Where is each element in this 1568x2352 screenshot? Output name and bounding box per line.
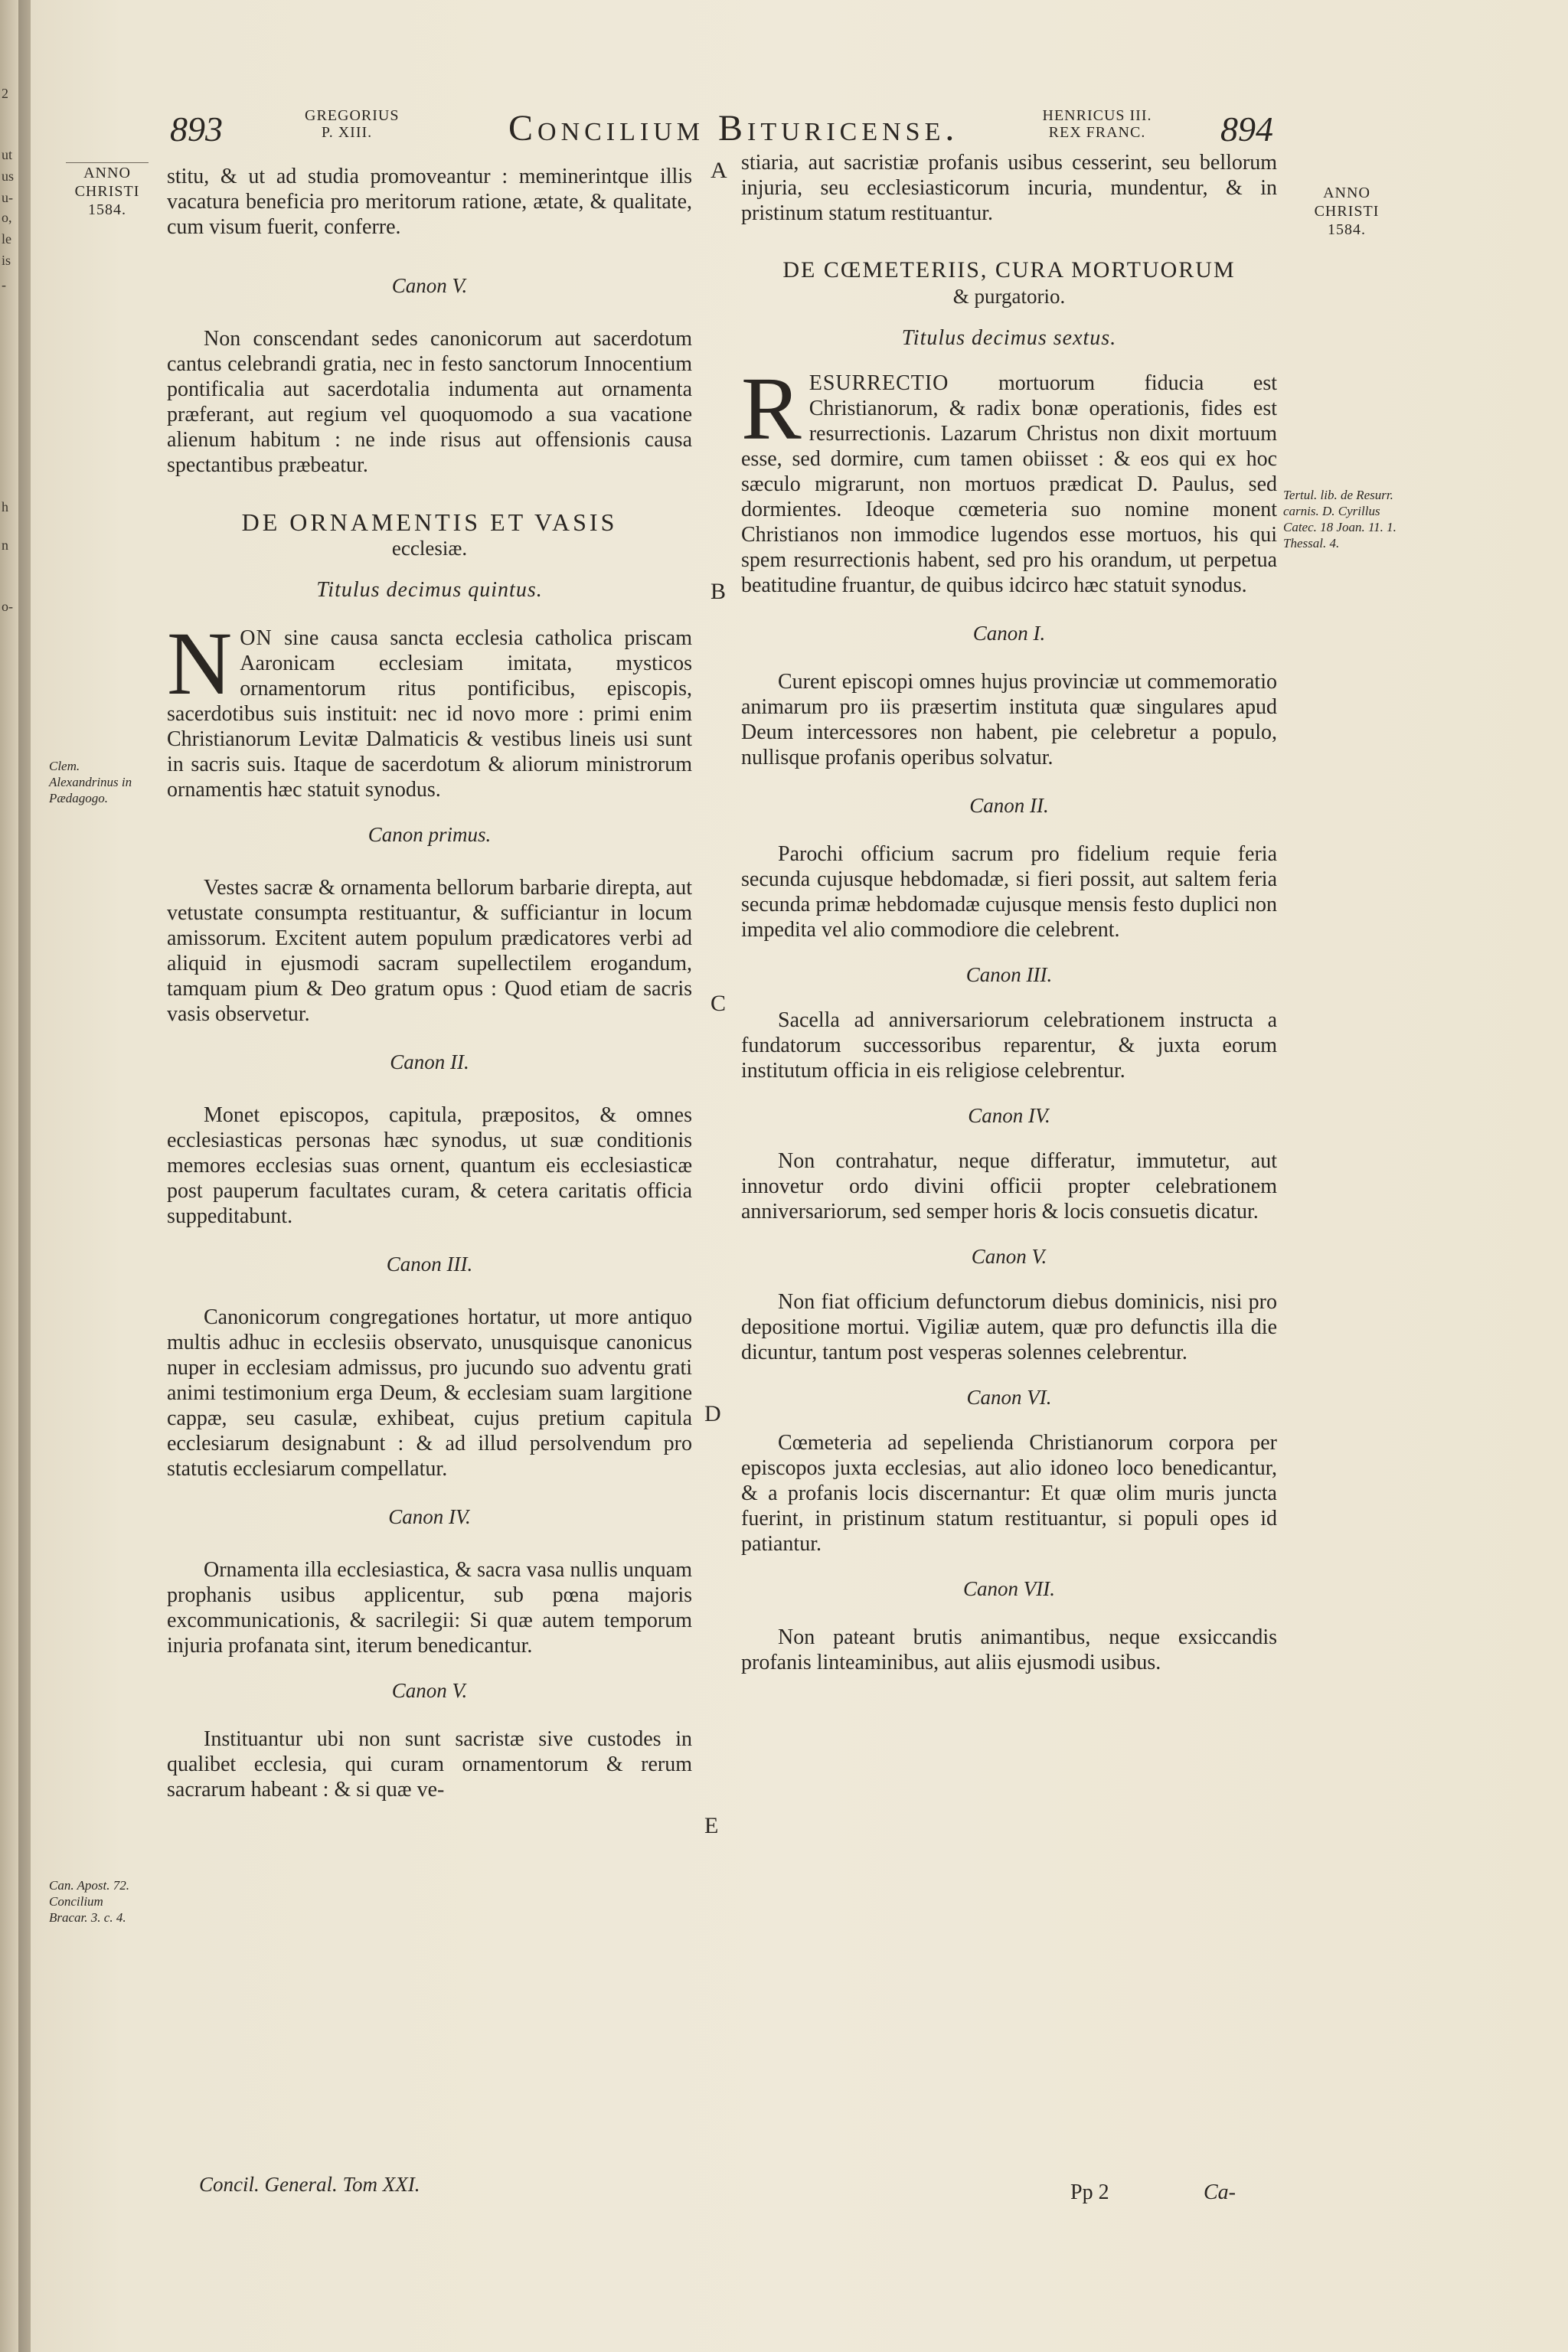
titulus: Titulus decimus quintus. — [316, 578, 543, 602]
paragraph: Curent episcopi omnes hujus provinciæ ut commemoratio animarum pro iis præsertim instituta quæ singulares apud Deum intercessores non habent, pie celebretur a populo, nullisque profanis operibus solvatur. — [741, 670, 1277, 769]
running-title: Concilium Bituricense. — [508, 108, 959, 149]
left-column — [167, 164, 692, 1802]
paragraph: Non fiat officium defunctorum diebus dominicis, nisi pro depositione mortui. Vigiliæ autem, quæ pro defunctis illa die dicuntur, tantum post vesperas solennes celebrentur. — [741, 1290, 1277, 1364]
canon-heading: Canon VII. — [963, 1577, 1055, 1600]
adjacent-page-fragment: o, — [2, 210, 12, 225]
adjacent-page-fragment: us — [2, 168, 15, 184]
initial-word: ON — [240, 626, 273, 650]
drop-cap: R — [741, 358, 802, 459]
canon-heading: Canon IV. — [388, 1505, 471, 1528]
paragraph: Instituantur ubi non sunt sacristæ sive custodes in qualibet ecclesia, qui curam ornamentorum & rerum sacrarum habeant : & si quæ ve- — [167, 1727, 692, 1802]
paragraph: Sacella ad anniversariorum celebrationem instructa a fundatorum successoribus reparentur, & juxta eorum institutum officia in eis religiose celebrentur. — [741, 1008, 1277, 1083]
paragraph: Parochi officium sacrum pro fidelium requie feria secunda cujusque hebdomadæ, si fieri possit, aut saltem feria secunda primæ hebdomadæ cujusque mensis festo duplici non impedita vel alio commodiore die celebrent. — [741, 842, 1277, 942]
paragraph-text: sine causa sancta ecclesia catholica priscam Aaronicam ecclesiam imitata, mysticos ornamentorum ritus pontificibus, episcopis, sacerdotibus suis instituit: nec id novo more : primi enim Christianorum Levitæ Dalmaticis & vestibus lineis usi sunt in sacris suis. Itaque de sacerdotum & aliorum ministrorum ornamentis hæc statuit synodus. — [167, 626, 692, 802]
anno-christi-right: ANNO CHRISTI 1584. — [1314, 185, 1380, 238]
header-king-title: REX FRANC. — [1048, 124, 1146, 141]
anno-rule-left — [66, 162, 149, 163]
adjacent-page-fragment: ut — [2, 147, 13, 162]
right-column — [741, 150, 1277, 1675]
header-king-name: HENRICUS III. — [1042, 107, 1152, 124]
adjacent-page-fragment: - — [2, 277, 6, 292]
canon-heading: Canon II. — [390, 1050, 469, 1073]
titulus: Titulus decimus sextus. — [901, 326, 1117, 350]
anno-christi-left: ANNO CHRISTI 1584. — [74, 165, 140, 218]
margin-note-clement: Clem. Alexandrinus in Pædagogo. — [49, 759, 132, 805]
adjacent-page-fragment: le — [2, 231, 11, 247]
header-pope-number: P. XIII. — [321, 124, 373, 141]
adjacent-page-fragment: 2 — [2, 86, 8, 101]
section-letter-b: B — [710, 579, 727, 604]
section-letter-e: E — [704, 1813, 719, 1838]
section-subheading: & purgatorio. — [952, 285, 1066, 308]
paragraph-with-initial — [167, 613, 692, 802]
section-heading: DE CŒMETERIIS, CURA MORTUORUM — [782, 257, 1236, 283]
section-heading: DE ORNAMENTIS ET VASIS — [241, 508, 618, 536]
adjacent-page-fragment: u- — [2, 190, 13, 205]
adjacent-page-fragment: h — [2, 499, 8, 514]
adjacent-page-fragment: is — [2, 253, 11, 268]
canon-heading: Canon V. — [391, 274, 468, 297]
section-letter-c: C — [710, 991, 727, 1016]
canon-heading: Canon VI. — [966, 1386, 1052, 1409]
header-pope-name: GREGORIUS — [305, 107, 400, 124]
paragraph: Cœmeteria ad sepelienda Christianorum corpora per episcopos juxta ecclesias, aut alio idoneo loco benedicantur, & a profanis locis discernantur: Et quæ olim muris juncta fuerint, in pristinum statum restituantur, si populi opes id patiantur. — [741, 1431, 1277, 1556]
paragraph: Non pateant brutis animantibus, neque exsiccandis profanis linteaminibus, aut aliis ejusmodi usibus. — [741, 1625, 1277, 1674]
header-pope — [305, 107, 400, 141]
paragraph-text: mortuorum fiducia est Christianorum, & radix bonæ operationis, fides est resurrectionis. Lazarum Christus non dixit mortuum esse, sed dormire, cum tamen obiisset : & eos qui ex hoc sæculo migrarunt, non mortuos prædicat D. Paulus, sed dormientes. Ideoque cœmeteria suo nomine monent Christianos non immodice lugendos esse mortuos, his qui spem resurrectionis habent, sed pro his orandum, ut perpetua beatitudine fruantur, de quibus idcirco hæc statuit synodus. — [741, 371, 1277, 597]
adjacent-page-fragment: n — [2, 537, 8, 553]
section-subheading: ecclesiæ. — [391, 537, 468, 560]
paragraph: Non conscendant sedes canonicorum aut sacerdotum cantus celebrandi gratia, nec in festo sanctorum Innocentium pontificalia aut sacerdotalia indumenta aut ornamenta præferant, aut regium vel quoquomodo a sua vacatione alienum habitum : ne inde risus aut offensionis causa spectantibus præbeatur. — [167, 327, 692, 477]
footer-catchword: Ca- — [1204, 2180, 1236, 2204]
canon-heading: Canon IV. — [968, 1104, 1050, 1127]
paragraph: Canonicorum congregationes hortatur, ut more antiquo multis adhuc in ecclesiis observato, unusquisque canonicus nuper in ecclesiam admissus, pro jucundo suo adventu grati animi testimonium erga Deum, & ecclesiam suam largitione cappæ, seu casulæ, exhibeat, cujus pretium capitula ecclesiarum designabunt : & ad illud persolvendum pro statutis ecclesiarum compellatur. — [167, 1305, 692, 1481]
adjacent-page-fragment: o- — [2, 599, 13, 614]
margin-note-tertullian: Tertul. lib. de Resurr. carnis. D. Cyrillus Catec. 18 Joan. 11. 1. Thessal. 4. — [1283, 488, 1396, 550]
margin-note-canones: Can. Apost. 72. Concilium Bracar. 3. c. 4. — [49, 1878, 130, 1925]
paragraph: stiaria, aut sacristiæ profanis usibus cesserint, seu bellorum injuria, seu ecclesiasticorum incuria, mundentur, & in pristinum statum restituantur. — [741, 151, 1277, 225]
drop-cap: N — [167, 613, 233, 714]
canon-heading: Canon I. — [972, 622, 1046, 645]
page-number-left: 893 — [170, 109, 223, 149]
initial-word: ESURRECTIO — [808, 371, 949, 395]
canon-heading: Canon III. — [965, 963, 1053, 986]
paragraph: stitu, & ut ad studia promoveantur : meminerintque illis vacatura beneficia pro meritorum ratione, ætate, & qualitate, cum visum fuerit, conferre. — [167, 165, 692, 239]
footer-source: Concil. General. Tom XXI. — [199, 2173, 420, 2196]
canon-heading: Canon V. — [391, 1679, 468, 1702]
footer-signature: Pp 2 — [1070, 2180, 1109, 2204]
section-letter-d: D — [704, 1401, 721, 1426]
paragraph: Monet episcopos, capitula, præpositos, & omnes ecclesiasticas personas hæc synodus, ut suæ conditionis memores ecclesias suas ornent, quantum eis ecclesiasticæ post pauperum facultates curam, & cetera caritatis officia suppeditabunt. — [167, 1103, 692, 1228]
header-king — [1032, 107, 1162, 141]
paragraph: Non contrahatur, neque differatur, immutetur, aut innovetur ordo divini officii propter celebrationem anniversariorum, sed semper horis & locis consuetis dicatur. — [741, 1149, 1277, 1223]
canon-heading: Canon II. — [969, 794, 1049, 817]
paragraph-with-initial — [741, 358, 1277, 598]
section-letter-a: A — [710, 158, 727, 183]
paragraph: Vestes sacræ & ornamenta bellorum barbarie direpta, aut vetustate consumpta restituantur, & sufficiantur in locum amissorum. Excitent autem populum prædicatores verbi ad aliquid in ejusmodi sacram supellectilem erogandum, tamquam pium & Deo gratum opus : Quod etiam de sacris vasis observetur. — [167, 876, 692, 1026]
canon-heading: Canon V. — [971, 1245, 1047, 1268]
paragraph: Ornamenta illa ecclesiastica, & sacra vasa nullis unquam prophanis usibus applicentur, sub pœna majoris excommunicationis, & sacrilegii: Si quæ autem temporum injuria profanata sint, iterum benedicantur. — [167, 1558, 692, 1658]
page-number-right: 894 — [1220, 109, 1273, 149]
canon-heading: Canon primus. — [368, 823, 492, 846]
canon-heading: Canon III. — [386, 1253, 473, 1276]
adjacent-page-edge — [0, 0, 18, 2352]
